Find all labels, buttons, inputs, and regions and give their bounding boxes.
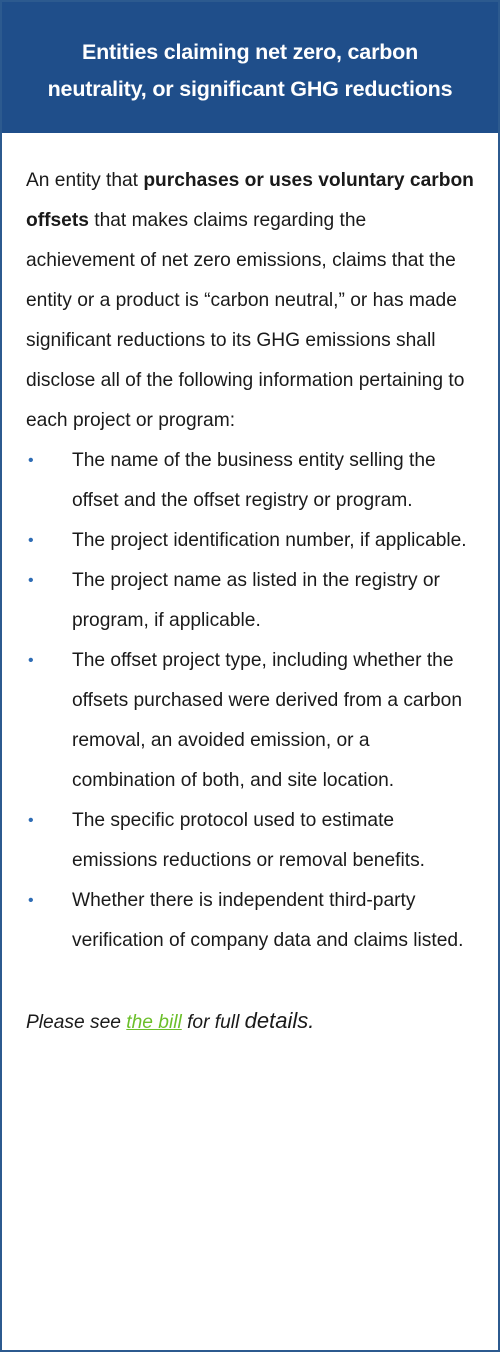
list-item [26,801,474,881]
list-item [26,641,474,801]
header-title-line-2: neutrality, or significant GHG reductions [47,77,453,101]
list-item [26,521,474,561]
bullet-icon: • [28,892,34,909]
bullet-icon: • [28,532,34,549]
list-item-text: The offset project type, including whether the offsets purchased were derived from a carbon removal, an avoided emission, or a combination of both, and site location. [72,650,462,791]
footer-note [26,1001,474,1043]
panel-body [2,133,498,1043]
bullet-icon: • [28,652,34,669]
list-item-text: The specific protocol used to estimate emissions reductions or removal benefits. [72,810,425,871]
intro-paragraph [26,161,474,441]
bullet-icon: • [28,812,34,829]
list-item [26,441,474,521]
list-item [26,881,474,961]
disclosure-list [26,441,474,961]
header-title-line-1: Entities claiming net zero, carbon [81,40,419,64]
footer-text-end: details. [244,1008,315,1033]
intro-bold-text: purchases or uses voluntary carbon offsets [26,170,474,231]
list-item-text: The name of the business entity selling the offset and the offset registry or program. [72,450,436,511]
list-item-text: The project identification number, if applicable. [72,530,467,551]
panel-header [2,2,498,133]
footer-text-mid: for full [181,1012,245,1033]
list-item-text: The project name as listed in the registry or program, if applicable. [72,570,440,631]
intro-text-start: An entity that [26,170,144,191]
list-item [26,561,474,641]
bullet-icon: • [28,572,34,589]
footer-text-start: Please see [26,1012,127,1033]
bullet-icon: • [28,452,34,469]
list-item-text: Whether there is independent third-party verification of company data and claims listed. [72,890,464,951]
bill-link[interactable]: the bill [126,1012,182,1033]
intro-text-end: that makes claims regarding the achievement of net zero emissions, claims that the entity or a product is “carbon neutral,” or has made significant reductions to its GHG emissions shall disclose all of the following information pertaining to each project or program: [26,210,465,431]
